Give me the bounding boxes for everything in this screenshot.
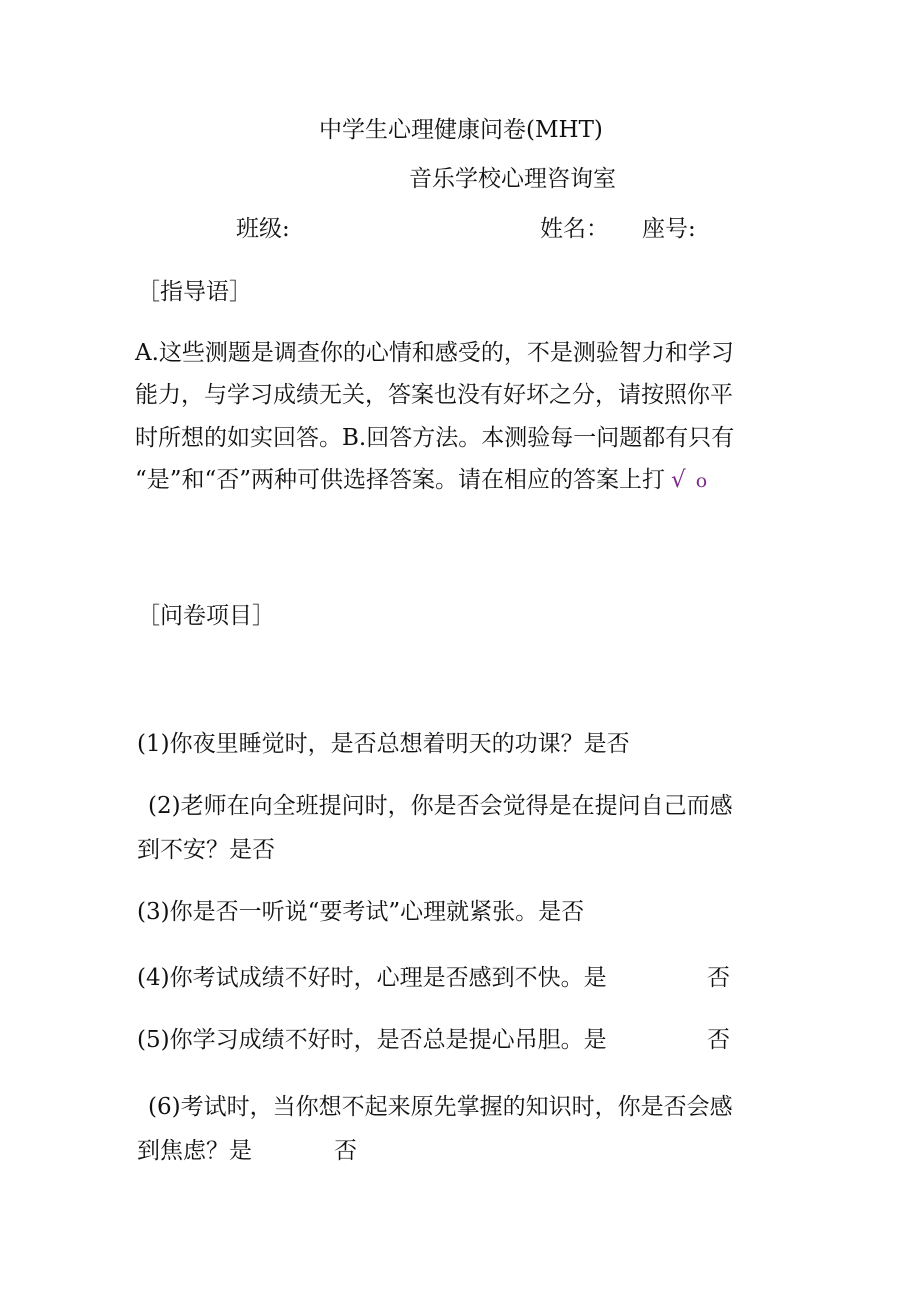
seat-label: 座号: bbox=[642, 216, 696, 242]
guide-line-4-text: “是”和“否”两种可供选择答案。请在相应的答案上打 bbox=[135, 467, 666, 493]
question-4: (4)你考试成绩不好时，心理是否感到不快。是 bbox=[137, 965, 607, 991]
class-label: 班级: bbox=[236, 216, 290, 242]
guide-line-1: A.这些测题是调查你的心情和感受的，不是测验智力和学习 bbox=[135, 340, 734, 366]
question-6-no-option: 否 bbox=[334, 1138, 357, 1164]
check-period: o bbox=[695, 470, 708, 492]
question-3: (3)你是否一听说“要考试”心理就紧张。是否 bbox=[137, 899, 585, 925]
question-5-no-option: 否 bbox=[707, 1027, 730, 1053]
items-heading: ［问卷项目］ bbox=[137, 603, 275, 629]
guide-line-3: 时所想的如实回答。B.回答方法。本测验每一问题都有只有 bbox=[135, 425, 735, 451]
guide-line-2: 能力，与学习成绩无关，答案也没有好坏之分，请按照你平 bbox=[135, 382, 733, 408]
question-2-line-1: (2)老师在向全班提问时，你是否会觉得是在提问自己而感 bbox=[148, 793, 733, 819]
question-4-no-option: 否 bbox=[707, 965, 730, 991]
question-1: (1)你夜里睡觉时，是否总想着明天的功课？是否 bbox=[137, 731, 630, 757]
question-2-line-2: 到不安？是否 bbox=[137, 837, 275, 863]
guide-line-4 bbox=[135, 469, 707, 492]
question-6-line-2: 到焦虑？是 bbox=[137, 1138, 252, 1164]
question-5: (5)你学习成绩不好时，是否总是提心吊胆。是 bbox=[137, 1027, 607, 1053]
page-subtitle: 音乐学校心理咨询室 bbox=[409, 166, 616, 192]
question-6-line-1: (6)考试时，当你想不起来原先掌握的知识时，你是否会感 bbox=[148, 1094, 733, 1120]
guide-heading: ［指导语］ bbox=[137, 279, 252, 305]
page-title: 中学生心理健康问卷(MHT) bbox=[319, 117, 603, 143]
check-mark: √ bbox=[671, 467, 686, 493]
name-label: 姓名： bbox=[540, 216, 609, 242]
